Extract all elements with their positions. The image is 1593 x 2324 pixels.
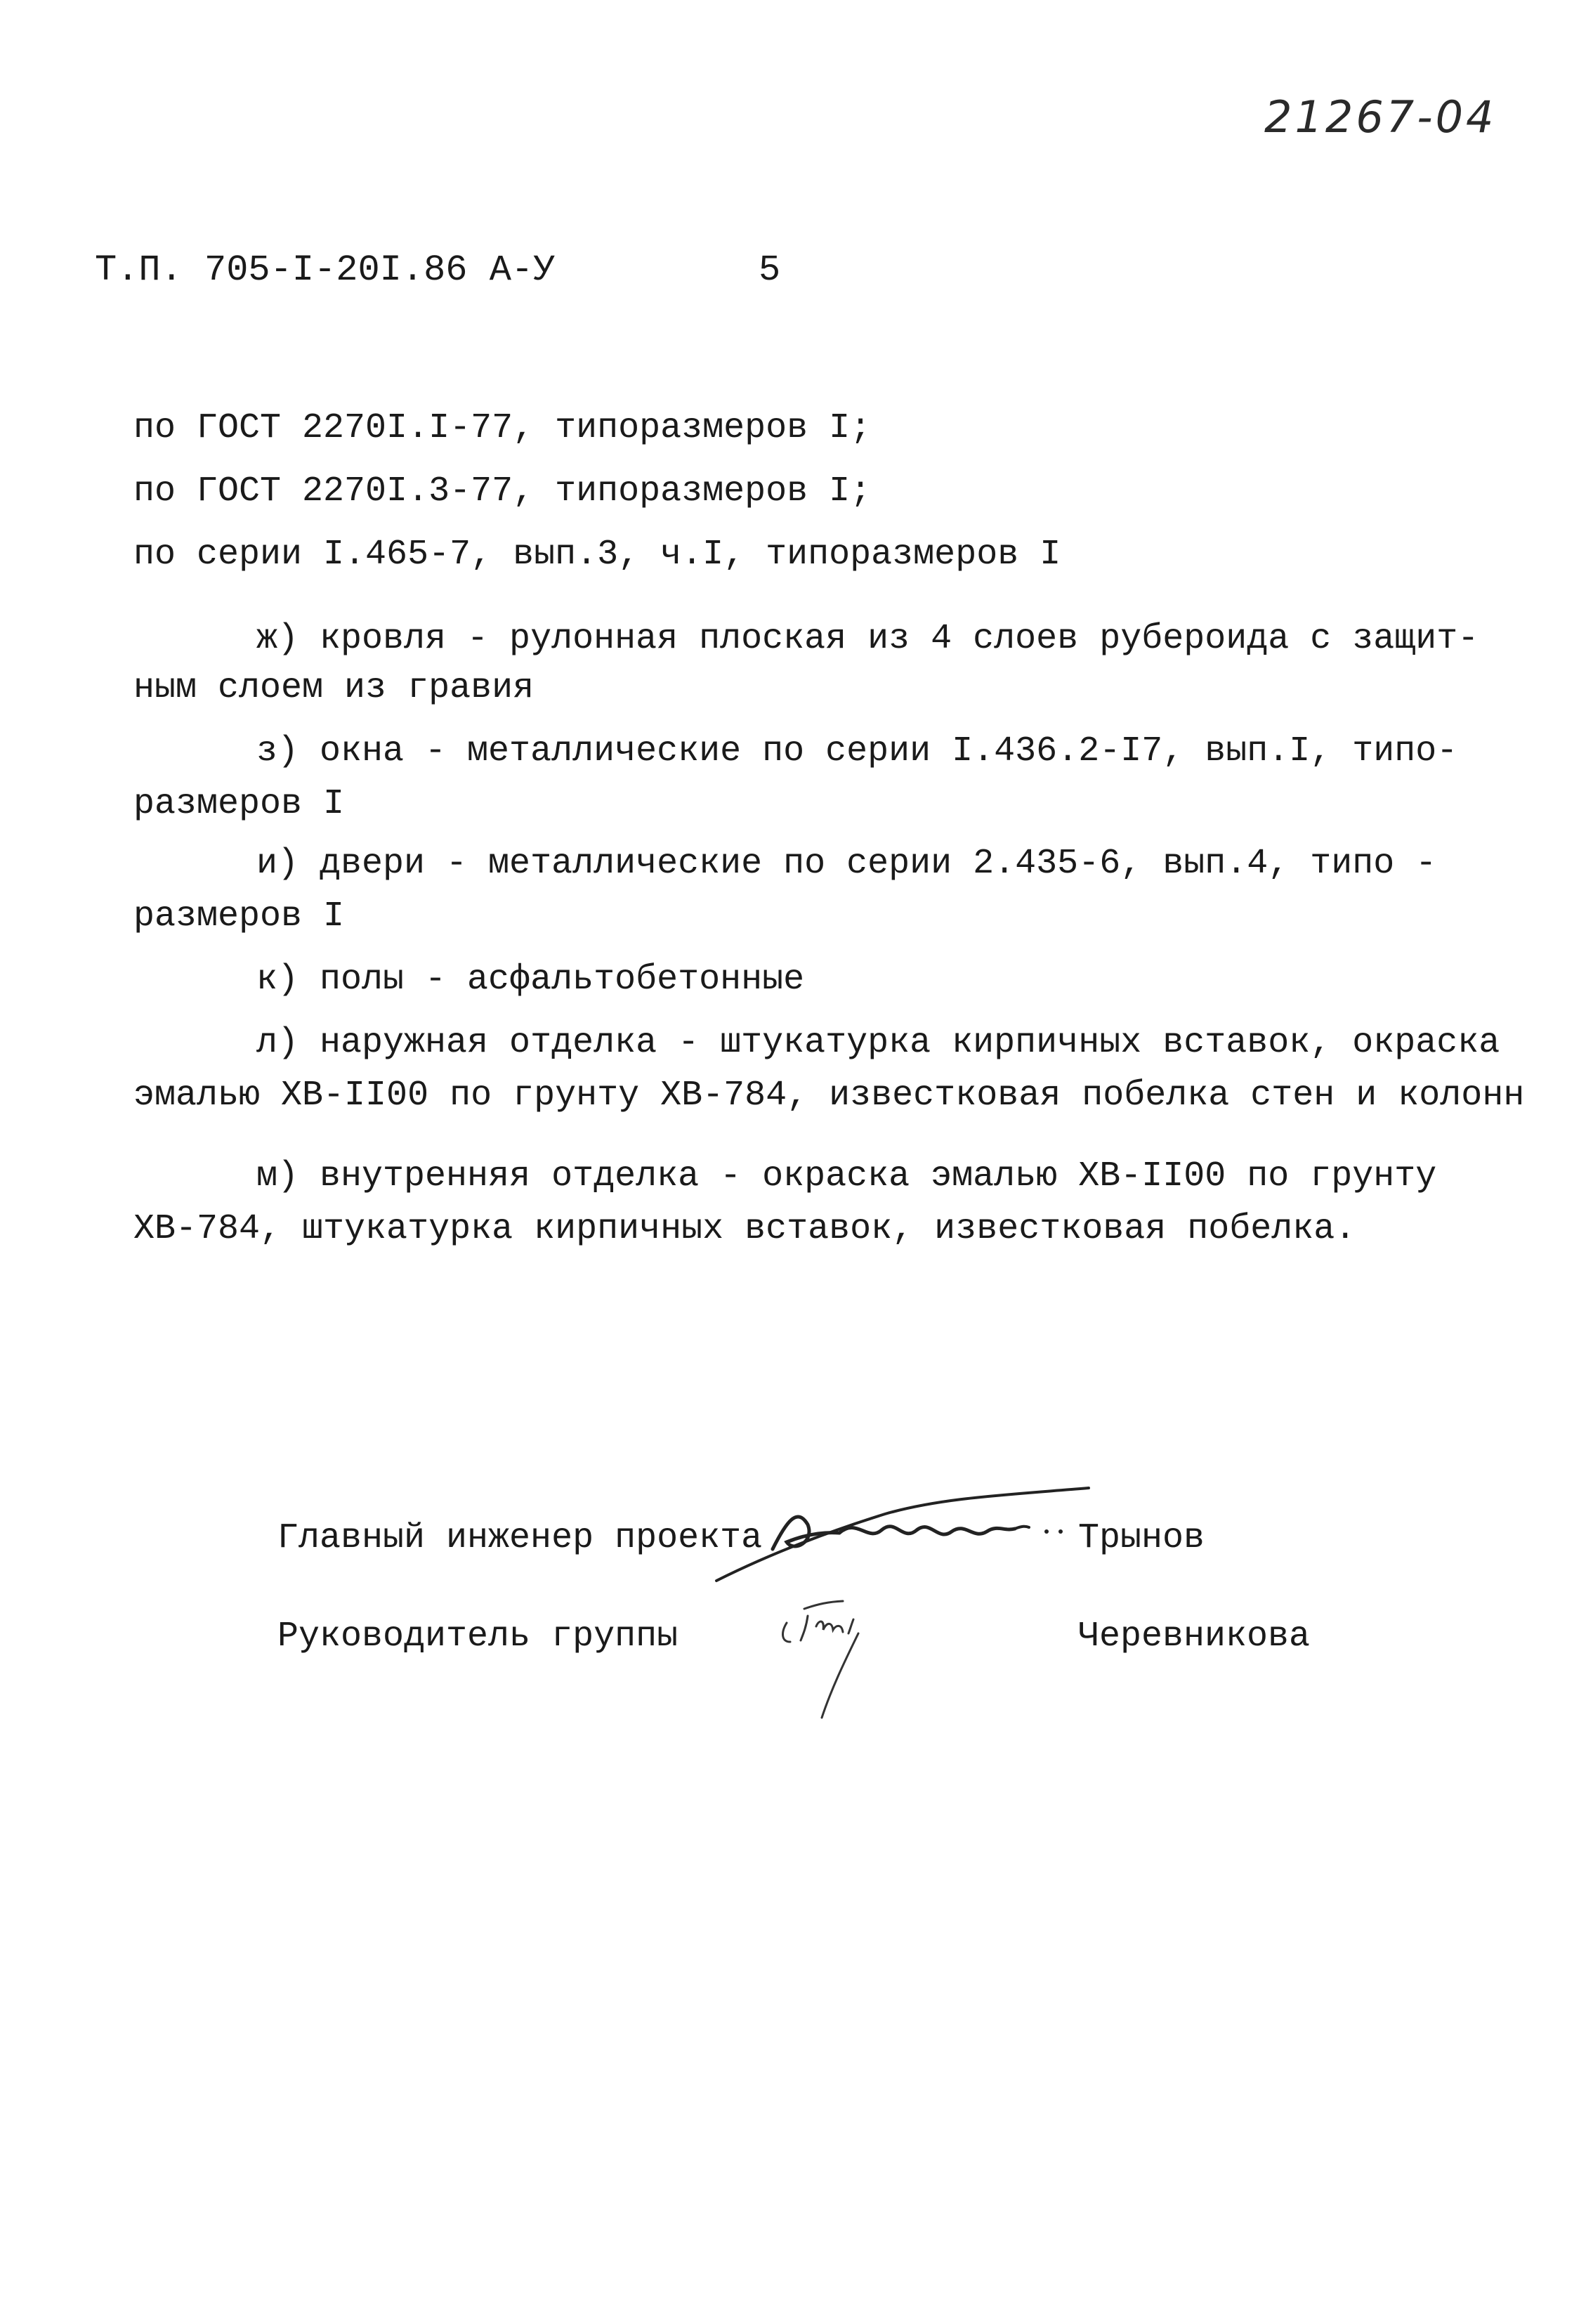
chief-engineer-signature: [709, 1475, 1103, 1588]
body-line: з) окна - металлические по серии I.436.2-I7, вып.I, типо-: [256, 731, 1458, 771]
body-line: эмалью ХВ-II00 по грунту ХВ-784, известковая побелка стен и колонн: [133, 1076, 1525, 1116]
archive-number: 21267-04: [1264, 91, 1497, 143]
body-line: размеров I: [133, 896, 345, 936]
body-line: размеров I: [133, 784, 345, 824]
chief-engineer-name: Трынов: [1078, 1518, 1205, 1558]
page-number: 5: [759, 249, 781, 291]
body-line: и) двери - металлические по серии 2.435-6, вып.4, типо -: [256, 844, 1437, 884]
body-line: ХВ-784, штукатурка кирпичных вставок, известковая побелка.: [133, 1209, 1356, 1249]
group-leader-name: Черевникова: [1078, 1617, 1311, 1657]
body-line: по ГОСТ 2270I.I-77, типоразмеров I;: [133, 408, 872, 448]
body-line: л) наружная отделка - штукатурка кирпичных вставок, окраска: [256, 1023, 1500, 1063]
group-leader-title: Руководитель группы: [277, 1617, 678, 1657]
body-line: ж) кровля - рулонная плоская из 4 слоев рубероида с защит-: [256, 619, 1479, 659]
body-line: м) внутренняя отделка - окраска эмалью ХВ-II00 по грунту: [256, 1156, 1437, 1196]
chief-engineer-title: Главный инженер проекта: [277, 1518, 763, 1558]
document-code: Т.П. 705-I-20I.86 А-У: [95, 249, 556, 291]
body-line: по ГОСТ 2270I.3-77, типоразмеров I;: [133, 471, 872, 511]
body-line: к) полы - асфальтобетонные: [256, 960, 805, 1000]
body-line: по серии I.465-7, вып.3, ч.I, типоразмеров I: [133, 535, 1061, 575]
group-leader-signature: [766, 1591, 906, 1725]
body-line: ным слоем из гравия: [133, 668, 535, 708]
